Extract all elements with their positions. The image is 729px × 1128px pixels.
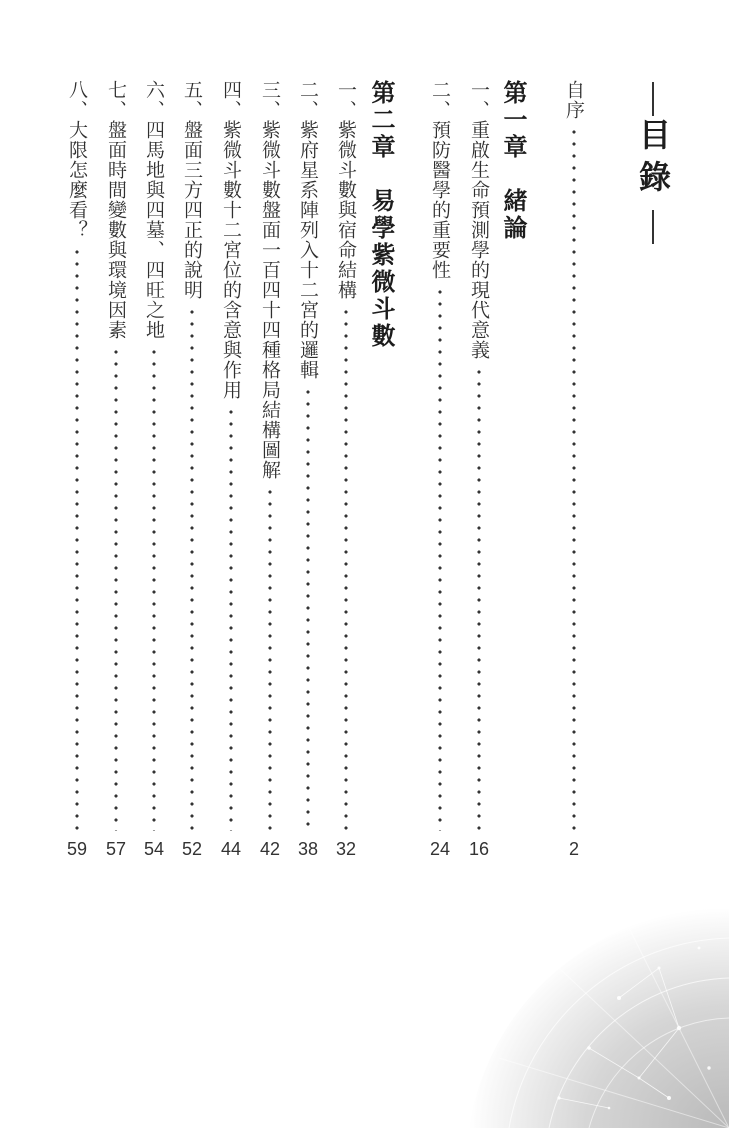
dot-leader: [438, 286, 442, 831]
chapter-heading-2[interactable]: 第二章 易學紫微斗數: [367, 80, 396, 350]
dot-leader: [477, 366, 481, 831]
toc-page-number: 59: [66, 839, 88, 859]
toc-page-number: 2: [568, 839, 579, 859]
toc-entry-label: 三、紫微斗數盤面一百四十四種格局結構圖解: [259, 80, 281, 480]
toc-page-number: 44: [220, 839, 242, 859]
toc-page-number: 24: [429, 839, 451, 859]
toc-entry-label: 八、大限怎麼看？: [66, 80, 88, 240]
toc-entry-label: 一、重啟生命預測學的現代意義: [468, 80, 490, 360]
dot-leader: [344, 306, 348, 831]
toc-page-number: 57: [105, 839, 127, 859]
toc-entry[interactable]: [216, 80, 246, 860]
toc-page-number: 32: [335, 839, 357, 859]
toc-page-number: 54: [143, 839, 165, 859]
dot-leader: [572, 126, 576, 831]
dot-leader: [306, 386, 310, 831]
toc-entry-label: 七、盤面時間變數與環境因素: [105, 80, 127, 340]
title-rule-bottom: [652, 210, 654, 244]
toc-entry-label: 二、紫府星系陣列入十二宮的邏輯: [297, 80, 319, 380]
toc-page-number: 52: [181, 839, 203, 859]
dot-leader: [268, 486, 272, 831]
toc-entry-label: 自序: [563, 80, 585, 120]
toc-entry-label: 五、盤面三方四正的說明: [181, 80, 203, 300]
dot-leader: [229, 406, 233, 831]
dot-leader: [114, 346, 118, 831]
toc-entry-label: 一、紫微斗數與宿命結構: [335, 80, 357, 300]
star-chart-decoration: [469, 908, 729, 1128]
toc-entry[interactable]: [464, 80, 494, 860]
toc-page-number: 38: [297, 839, 319, 859]
dot-leader: [75, 246, 79, 831]
toc-entry[interactable]: [331, 80, 361, 860]
dot-leader: [190, 306, 194, 831]
toc-page-number: 16: [468, 839, 490, 859]
chapter-heading-1[interactable]: 第一章 緒論: [499, 80, 528, 242]
toc-entry-preface[interactable]: [559, 80, 589, 860]
toc-entry-label: 二、預防醫學的重要性: [429, 80, 451, 280]
toc-entry[interactable]: [255, 80, 285, 860]
toc-entry[interactable]: [139, 80, 169, 860]
toc-page-number: 42: [259, 839, 281, 859]
toc-entry[interactable]: [101, 80, 131, 860]
toc-entry[interactable]: [293, 80, 323, 860]
toc-entry[interactable]: [177, 80, 207, 860]
toc-entry[interactable]: [425, 80, 455, 860]
page-title: 目錄: [634, 118, 672, 202]
toc-entry[interactable]: [62, 80, 92, 860]
title-rule-top: [652, 82, 654, 116]
toc-entry-label: 六、四馬地與四墓、四旺之地: [143, 80, 165, 340]
toc-entry-label: 四、紫微斗數十二宮位的含意與作用: [220, 80, 242, 400]
dot-leader: [152, 346, 156, 831]
